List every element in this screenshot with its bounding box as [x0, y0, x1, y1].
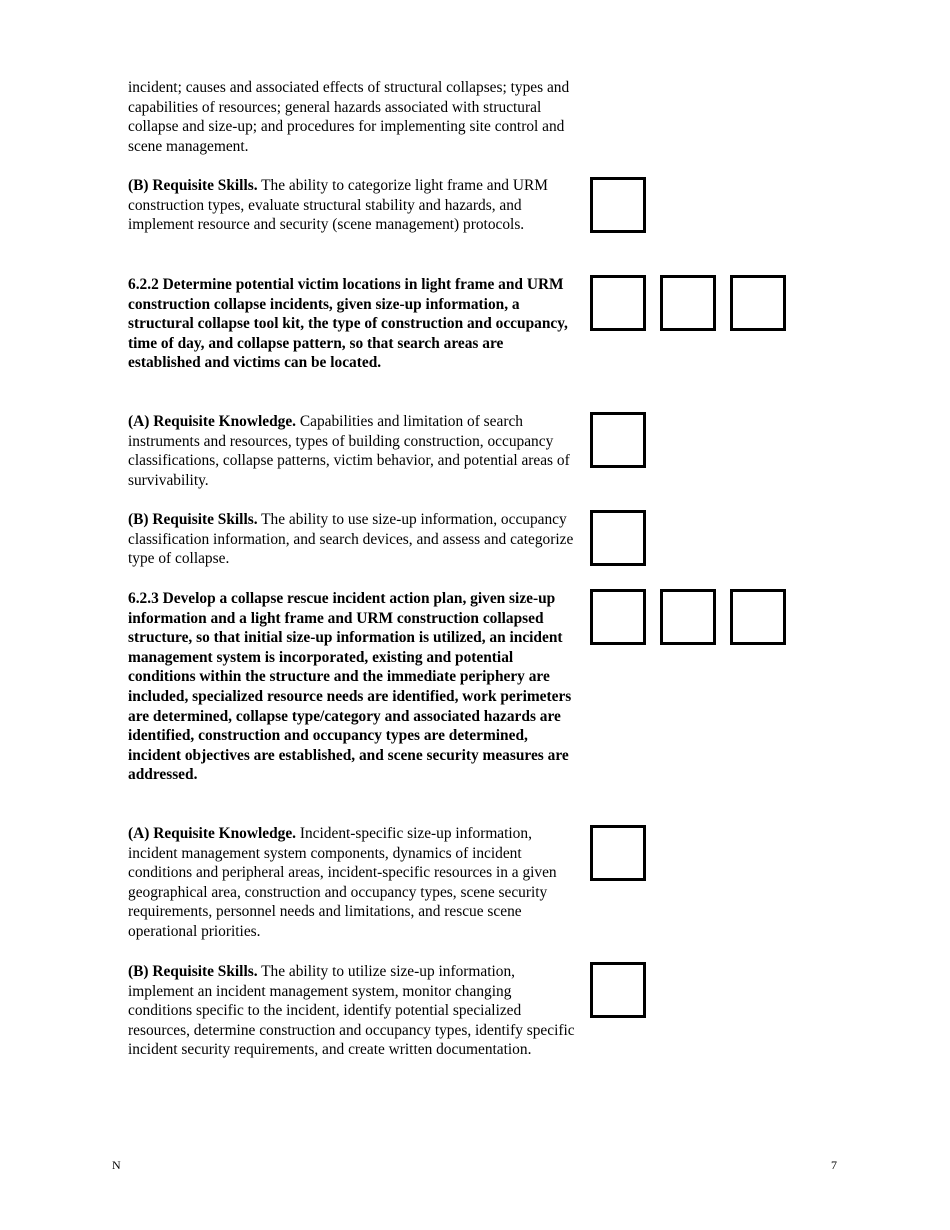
block-lead: (B) Requisite Skills. [128, 511, 258, 528]
block-text: 6.2.3 Develop a collapse rescue incident action plan, given size-up information and a light frame and URM construction collapsed structure, so that initial size-up information is utilized, an incident management system is incorporated, existing and potential conditions within the structure and the immediate periphery are included, specialized resource needs are identified, work perimeters are determined, collapse type/category and associated hazards are identified, construction and occupancy types are determined, incident objectives are established, and scene security measures are addressed. [128, 590, 572, 784]
block-text: The ability to utilize size-up information, implement an incident management system, monitor changing conditions specific to the incident, identify potential specialized resources, determine construction and occupancy types, identify specific incident security requirements, and create written documentation. [128, 963, 575, 1059]
page-number: 7 [831, 1158, 837, 1172]
checkbox[interactable] [590, 962, 646, 1018]
section-6-2-3-heading [128, 589, 583, 785]
text-block-continuation [128, 78, 578, 156]
checkbox[interactable] [660, 589, 716, 645]
block-text: The ability to categorize light frame and URM construction types, evaluate structural stability and hazards, and implement resource and security (scene management) protocols. [128, 177, 548, 234]
checkbox[interactable] [730, 275, 786, 331]
checkbox[interactable] [590, 177, 646, 233]
requisite-skills-block [128, 176, 578, 235]
block-text: incident; causes and associated effects of structural collapses; types and capabilities of resources; general hazards associated with structural collapse and size-up; and procedures for implementing site control and scene management. [128, 79, 570, 155]
checkbox[interactable] [590, 589, 646, 645]
requisite-skills-block [128, 510, 578, 569]
block-text: 6.2.2 Determine potential victim locations in light frame and URM construction collapse incidents, given size-up information, a structural collapse tool kit, the type of construction and occupancy, time of day, and collapse pattern, so that search areas are established and victims can be located. [128, 276, 568, 372]
block-text: The ability to use size-up information, occupancy classification information, and search devices, and assess and categorize type of collapse. [128, 511, 574, 568]
checkbox[interactable] [590, 825, 646, 881]
block-lead: (A) Requisite Knowledge. [128, 413, 297, 430]
section-6-2-2-heading [128, 275, 578, 373]
block-lead: (A) Requisite Knowledge. [128, 825, 297, 842]
checkbox[interactable] [590, 412, 646, 468]
checkbox[interactable] [590, 510, 646, 566]
block-text: Incident-specific size-up information, incident management system components, dynamics of incident conditions and peripheral areas, incident-specific resources in a given geographical area, construction and occupancy types, scene security requirements, personnel needs and limitations, and rescue scene operational priorities. [128, 825, 557, 940]
requisite-skills-block [128, 962, 578, 1060]
footer-left-label: N [112, 1158, 121, 1172]
requisite-knowledge-block [128, 824, 578, 942]
checkbox[interactable] [730, 589, 786, 645]
block-lead: (B) Requisite Skills. [128, 177, 258, 194]
block-lead: (B) Requisite Skills. [128, 963, 258, 980]
requisite-knowledge-block [128, 412, 578, 490]
block-text: Capabilities and limitation of search instruments and resources, types of building construction, occupancy classifications, collapse patterns, victim behavior, and potential areas of survivability. [128, 413, 570, 489]
checkbox[interactable] [590, 275, 646, 331]
checkbox[interactable] [660, 275, 716, 331]
